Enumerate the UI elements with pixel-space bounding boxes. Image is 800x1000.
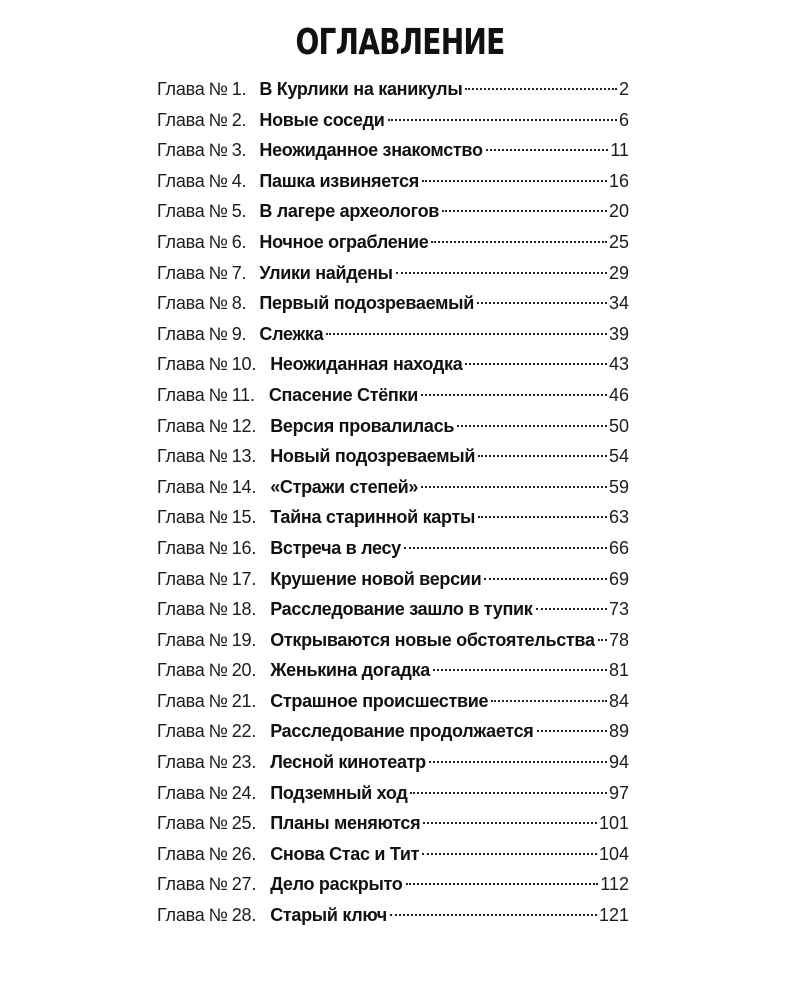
dot-leader (457, 425, 607, 427)
page-number: 104 (598, 843, 629, 864)
chapter-number: 28. (231, 905, 257, 926)
toc-entry (157, 166, 629, 197)
chapter-label (157, 686, 256, 717)
chapter-title: Старый ключ (270, 905, 387, 926)
dot-leader (478, 516, 607, 518)
dot-leader (484, 578, 607, 580)
toc-entry (157, 135, 629, 166)
dot-leader (478, 455, 607, 457)
toc-entry (157, 686, 629, 717)
chapter-label (157, 778, 256, 809)
chapter-number: 23. (231, 752, 257, 773)
chapter-number: 25. (231, 813, 257, 834)
chapter-title: Тайна старинной карты (270, 507, 476, 528)
chapter-title: Расследование зашло в тупик (270, 599, 533, 620)
toc-entry (157, 716, 629, 747)
chapter-word: Глава (157, 201, 205, 222)
number-sign: № (208, 905, 228, 926)
chapter-label (157, 258, 246, 289)
chapter-title: Неожиданное знакомство (259, 140, 483, 161)
page-number: 81 (608, 660, 629, 681)
chapter-title: Ночное ограбление (259, 231, 429, 252)
toc-entry (157, 502, 629, 533)
chapter-word: Глава (157, 354, 205, 375)
toc-entry (157, 533, 629, 564)
dot-leader (422, 180, 607, 182)
page-number: 43 (608, 354, 629, 375)
chapter-title: Расследование продолжается (270, 721, 534, 742)
toc-entry (157, 74, 629, 105)
chapter-label (157, 839, 256, 870)
page-number: 89 (608, 721, 629, 742)
chapter-title: Пашка извиняется (259, 170, 419, 191)
chapter-number: 13. (231, 446, 257, 467)
toc-entry (157, 594, 629, 625)
chapter-label (157, 166, 246, 197)
toc-entry (157, 900, 629, 931)
dot-leader (536, 608, 607, 610)
page-number: 97 (608, 782, 629, 803)
chapter-title: Снова Стас и Тит (270, 843, 420, 864)
page-number: 121 (598, 905, 629, 926)
chapter-title: Лесной кинотеатр (270, 752, 426, 773)
chapter-label (157, 716, 256, 747)
chapter-number: 4. (231, 170, 247, 191)
chapter-label (157, 196, 246, 227)
chapter-title: Встреча в лесу (270, 537, 401, 558)
toc-entry (157, 869, 629, 900)
chapter-number: 14. (231, 476, 257, 497)
toc-entry (157, 564, 629, 595)
page-number: 94 (608, 752, 629, 773)
page-number: 84 (608, 690, 629, 711)
dot-leader (388, 119, 617, 121)
number-sign: № (208, 109, 228, 130)
chapter-word: Глава (157, 384, 205, 405)
page-number: 78 (608, 629, 629, 650)
chapter-label (157, 655, 256, 686)
chapter-word: Глава (157, 109, 205, 130)
toc-entry (157, 349, 629, 380)
chapter-word: Глава (157, 874, 205, 895)
number-sign: № (208, 476, 228, 497)
chapter-number: 3. (231, 140, 247, 161)
chapter-number: 15. (231, 507, 257, 528)
chapter-label (157, 502, 256, 533)
toc-entry (157, 808, 629, 839)
toc-entry (157, 227, 629, 258)
chapter-number: 26. (231, 843, 257, 864)
page-number: 34 (608, 293, 629, 314)
chapter-number: 12. (231, 415, 257, 436)
toc-entry (157, 319, 629, 350)
chapter-label (157, 74, 246, 105)
chapter-label (157, 747, 256, 778)
dot-leader (465, 88, 617, 90)
chapter-word: Глава (157, 537, 205, 558)
dot-leader (537, 730, 607, 732)
dot-leader (421, 394, 607, 396)
dot-leader (390, 914, 597, 916)
chapter-word: Глава (157, 323, 205, 344)
number-sign: № (208, 690, 228, 711)
toc-entry (157, 411, 629, 442)
chapter-number: 19. (231, 629, 257, 650)
chapter-word: Глава (157, 293, 205, 314)
number-sign: № (208, 446, 228, 467)
chapter-word: Глава (157, 140, 205, 161)
dot-leader (442, 210, 607, 212)
chapter-number: 24. (231, 782, 257, 803)
toc-entry (157, 778, 629, 809)
page-number: 6 (618, 109, 629, 130)
chapter-number: 6. (231, 231, 247, 252)
chapter-number: 8. (231, 293, 247, 314)
chapter-number: 7. (231, 262, 247, 283)
number-sign: № (208, 354, 228, 375)
chapter-number: 9. (231, 323, 247, 344)
chapter-number: 10. (231, 354, 257, 375)
number-sign: № (208, 79, 228, 99)
toc-entry (157, 625, 629, 656)
chapter-word: Глава (157, 782, 205, 803)
page-number: 59 (608, 476, 629, 497)
chapter-title: Версия провалилась (270, 415, 455, 436)
page-number: 11 (610, 140, 629, 161)
page-number: 25 (608, 231, 629, 252)
chapter-number: 11. (231, 384, 255, 405)
chapter-word: Глава (157, 721, 205, 742)
number-sign: № (208, 140, 228, 161)
number-sign: № (208, 323, 228, 344)
chapter-label (157, 472, 256, 503)
chapter-title: В Курлики на каникулы (259, 79, 463, 99)
page-number: 54 (608, 446, 629, 467)
chapter-number: 21. (231, 690, 257, 711)
chapter-word: Глава (157, 170, 205, 191)
chapter-word: Глава (157, 262, 205, 283)
chapter-label (157, 808, 256, 839)
page-number: 2 (618, 79, 629, 99)
chapter-word: Глава (157, 843, 205, 864)
chapter-number: 22. (231, 721, 257, 742)
chapter-title: Первый подозреваемый (259, 293, 474, 314)
dot-leader (598, 639, 607, 641)
page-number: 112 (600, 874, 629, 895)
chapter-word: Глава (157, 476, 205, 497)
dot-leader (421, 486, 607, 488)
number-sign: № (208, 599, 228, 620)
chapter-title: Неожиданная находка (270, 354, 463, 375)
number-sign: № (208, 262, 228, 283)
page-number: 50 (608, 415, 629, 436)
number-sign: № (208, 415, 228, 436)
chapter-label (157, 411, 256, 442)
chapter-word: Глава (157, 660, 205, 681)
chapter-word: Глава (157, 629, 205, 650)
chapter-word: Глава (157, 599, 205, 620)
chapter-word: Глава (157, 813, 205, 834)
number-sign: № (208, 874, 228, 895)
number-sign: № (208, 721, 228, 742)
number-sign: № (208, 660, 228, 681)
page-number: 66 (608, 537, 629, 558)
number-sign: № (208, 843, 228, 864)
chapter-label (157, 594, 256, 625)
chapter-title: В лагере археологов (259, 201, 440, 222)
number-sign: № (208, 170, 228, 191)
chapter-title: «Стражи степей» (270, 476, 419, 497)
dot-leader (406, 883, 599, 885)
page-number: 73 (608, 599, 629, 620)
chapter-number: 16. (231, 537, 257, 558)
chapter-number: 17. (231, 568, 257, 589)
toc-entry (157, 655, 629, 686)
number-sign: № (208, 384, 228, 405)
chapter-label (157, 869, 256, 900)
chapter-number: 5. (231, 201, 247, 222)
page-number: 69 (608, 568, 629, 589)
chapter-title: Новый подозреваемый (270, 446, 476, 467)
chapter-number: 18. (231, 599, 257, 620)
dot-leader (423, 822, 597, 824)
chapter-title: Крушение новой версии (270, 568, 482, 589)
number-sign: № (208, 813, 228, 834)
page-number: 29 (608, 262, 629, 283)
chapter-label (157, 625, 256, 656)
page-number: 63 (608, 507, 629, 528)
dot-leader (491, 700, 607, 702)
number-sign: № (208, 782, 228, 803)
toc-entry (157, 196, 629, 227)
chapter-title: Спасение Стёпки (268, 384, 418, 405)
page-number: 16 (608, 170, 629, 191)
table-of-contents (157, 74, 629, 931)
dot-leader (410, 792, 606, 794)
chapter-label (157, 564, 256, 595)
dot-leader (422, 853, 597, 855)
number-sign: № (208, 201, 228, 222)
chapter-title: Планы меняются (270, 813, 421, 834)
toc-entry (157, 105, 629, 136)
dot-leader (429, 761, 607, 763)
chapter-title: Улики найдены (259, 262, 393, 283)
chapter-word: Глава (157, 905, 205, 926)
chapter-title: Слежка (259, 323, 324, 344)
toc-entry (157, 472, 629, 503)
number-sign: № (208, 507, 228, 528)
chapter-label (157, 227, 246, 258)
chapter-label (157, 900, 256, 931)
chapter-label (157, 135, 246, 166)
chapter-word: Глава (157, 690, 205, 711)
toc-entry (157, 380, 629, 411)
number-sign: № (208, 537, 228, 558)
number-sign: № (208, 231, 228, 252)
page-number: 39 (608, 323, 629, 344)
chapter-label (157, 349, 256, 380)
chapter-word: Глава (157, 415, 205, 436)
toc-entry (157, 258, 629, 289)
dot-leader (404, 547, 607, 549)
dot-leader (326, 333, 607, 335)
page-number: 101 (598, 813, 629, 834)
toc-entry (157, 288, 629, 319)
chapter-number: 27. (231, 874, 257, 895)
dot-leader (465, 363, 607, 365)
number-sign: № (208, 568, 228, 589)
page-number: 46 (608, 384, 629, 405)
dot-leader (477, 302, 607, 304)
dot-leader (396, 272, 607, 274)
number-sign: № (208, 752, 228, 773)
chapter-number: 20. (231, 660, 257, 681)
chapter-title: Новые соседи (259, 109, 385, 130)
chapter-title: Дело раскрыто (270, 874, 403, 895)
number-sign: № (208, 293, 228, 314)
chapter-number: 1. (231, 79, 247, 99)
chapter-label (157, 319, 246, 350)
chapter-label (157, 533, 256, 564)
chapter-label (157, 441, 256, 472)
chapter-word: Глава (157, 231, 205, 252)
chapter-title: Страшное происшествие (270, 690, 489, 711)
chapter-title: Подземный ход (270, 782, 408, 803)
dot-leader (431, 241, 606, 243)
chapter-word: Глава (157, 507, 205, 528)
chapter-title: Открываются новые обстоятельства (270, 629, 595, 650)
chapter-number: 2. (231, 109, 247, 130)
chapter-label (157, 288, 246, 319)
chapter-word: Глава (157, 79, 205, 99)
chapter-word: Глава (157, 752, 205, 773)
chapter-word: Глава (157, 568, 205, 589)
toc-entry (157, 747, 629, 778)
chapter-label (157, 105, 246, 136)
toc-entry (157, 839, 629, 870)
dot-leader (433, 669, 607, 671)
page-number: 20 (608, 201, 629, 222)
chapter-label (157, 380, 255, 411)
number-sign: № (208, 629, 228, 650)
dot-leader (486, 149, 609, 151)
page-title: ОГЛАВЛЕНИЕ (295, 22, 505, 63)
chapter-word: Глава (157, 446, 205, 467)
chapter-title: Женькина догадка (270, 660, 430, 681)
toc-entry (157, 441, 629, 472)
